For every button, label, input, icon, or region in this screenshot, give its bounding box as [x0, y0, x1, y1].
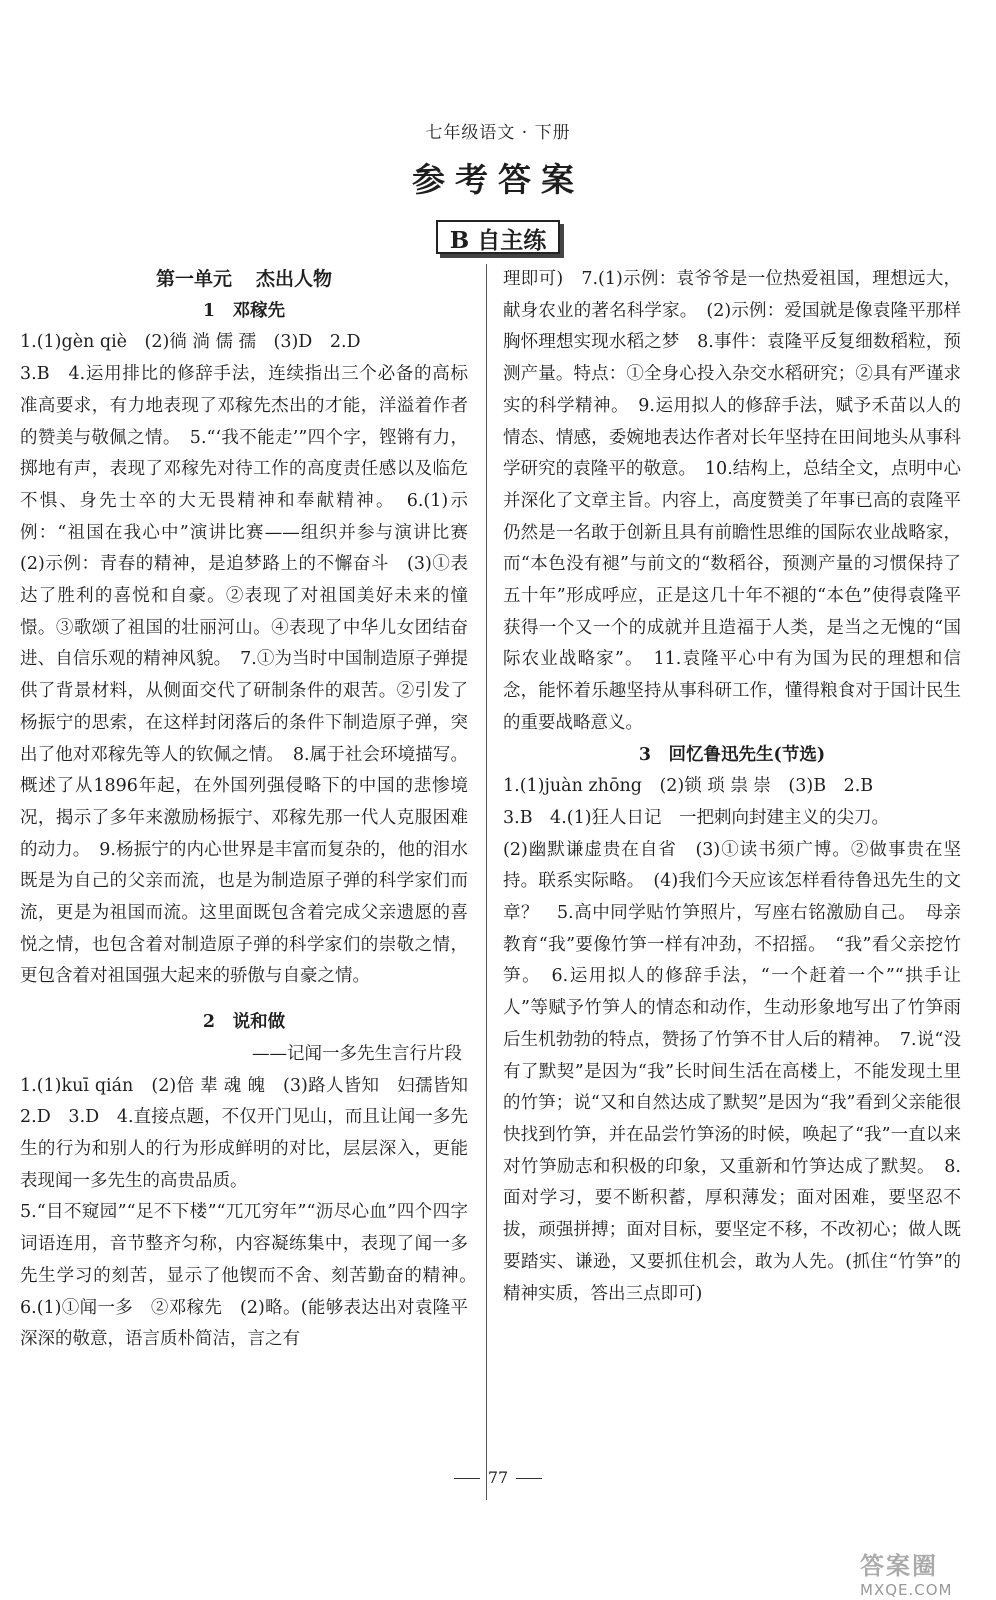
lesson-2-title: 2 说和做	[202, 1012, 286, 1033]
lesson-2-continuation: 理即可) 7.(1)示例：袁爷爷是一位热爱祖国，理想远大，献身农业的著名科学家。 (2)示例：爱国就是像袁隆平那样胸怀理想实现水稻之梦 8.事件：袁隆平反复细数稻粒，预测产量。特点：①全身心投入杂交水稻研究；②具有严谨求实的科学精神。 9.运用拟人的修辞手法，赋予禾苗以人的情态、情感，委婉地表达作者对长年坚持在田间地头从事科学研究的袁隆平的敬意。 10.结构上，总结全文，点明中心并深化了文章主旨。内容上，高度赞美了年事已高的袁隆平仍然是一名敢于创新且具有前瞻性思维的国际农业战略家，而“本色没有褪”与前文的“数稻谷，预测产量的习惯保持了五十年”形成呼应，正是这几十年不褪的“本色”使得袁隆平获得一个又一个的成就并且造福于人类，是当之无愧的“国际农业战略家”。 11.袁隆平心中有为国为民的理想和信念，能怀着乐趣坚持从事科研工作，懂得粮食对于国计民生的重要战略意义。	[503, 269, 961, 733]
unit-subtitle: 杰出人物	[256, 268, 333, 290]
right-column	[503, 264, 961, 1310]
unit-title: 第一单元	[155, 268, 232, 290]
page-title: 参考答案	[412, 160, 584, 199]
lesson-1-answers-2: 3.B 4.运用排比的修辞手法，连续指出三个必备的高标准高要求，有力地表现了邓稼先杰出的才能，洋溢着作者的赞美与敬佩之情。 5.“‘我不能走’”四个字，铿锵有力，掷地有声，表现了邓稼先对待工作的高度责任感以及临危不惧、身先士卒的大无畏精神和奉献精神。 6.(1)示例：“祖国在我心中”演讲比赛——组织并参与演讲比赛 (2)示例：青春的精神，是追梦路上的不懈奋斗 (3)①表达了胜利的喜悦和自豪。②表现了对祖国美好未来的憧憬。③歌颂了祖国的壮丽河山。④表现了中华儿女团结奋进、自信乐观的精神风貌。 7.①为当时中国制造原子弹提供了背景材料，从侧面交代了研制条件的艰苦。②引发了杨振宁的思索，在这样封闭落后的条件下制造原子弹，突出了他对邓稼先等人的钦佩之情。 8.属于社会环境描写。概述了从1896年起，在外国列强侵略下的中国的悲惨境况，揭示了多年来激励杨振宁、邓稼先那一代人克服困难的动力。 9.杨振宁的内心世界是丰富而复杂的，他的泪水既是为自己的父亲而流，也是为制造原子弹的科学家们而流，更是为祖国而流。这里面既包含着完成父亲遗愿的喜悦之情，也包含着对制造原子弹的科学家们的崇敬之情，更包含着对祖国强大起来的骄傲与自豪之情。	[20, 364, 486, 987]
lesson-2-subtitle: ——记闻一多先生言行片段	[252, 1043, 462, 1064]
lesson-1-title: 1 邓稼先	[202, 300, 286, 321]
unit-heading	[20, 264, 468, 296]
lesson-2-answers-2: 5.“目不窥园”“足不下楼”“兀兀穷年”“沥尽心血”四个四字词语连用，音节整齐匀称，内容凝练集中，表现了闻一多先生学习的刻苦，显示了他锲而不舍、刻苦勤奋的精神。 6.(1)①闻一多 ②邓稼先 (2)略。(能够表达出对袁隆平深深的敬意，语言质朴简洁，言之有	[20, 1202, 486, 1350]
banner-text: B 自主练	[449, 227, 547, 254]
lesson-1-answers-1: 1.(1)gèn qiè (2)徜 淌 儒 孺 (3)D 2.D	[20, 332, 361, 353]
lesson-3-answers-2: 3.B 4.(1)狂人日记 一把刺向封建主义的尖刀。	[503, 807, 890, 828]
lesson-3-answers-3: (2)幽默谦虚贵在自省 (3)①读书须广博。②做事贵在坚持。联系实际略。 (4)我们今天应该怎样看待鲁迅先生的文章？ 5.高中同学贴竹笋照片，写座右铭激励自己。 母亲教育“我”要像竹笋一样有冲劲，不招摇。 “我”看父亲挖竹笋。 6.运用拟人的修辞手法，“一个赶着一个”“拱手让人”等赋予竹笋人的情态和动作，生动形象地写出了竹笋雨后生机勃勃的特点，赞扬了竹笋不甘人后的精神。 7.说“没有了默契”是因为“我”长时间生活在高楼上，不能发现土里的竹笋；说“又和自然达成了默契”是因为“我”看到父亲能很快找到竹笋，并在品尝竹笋汤的时候，唤起了“我”一直以来对竹笋励志和积极的印象，又重新和竹笋达成了默契。 8.面对学习，要不断积蓄，厚积薄发；面对困难，要坚忍不拔，顽强拼搏；面对目标，要坚定不移，不改初心；做人既要踏实、谦逊，又要抓住机会，敢为人先。(抓住“竹笋”的精神实质，答出三点即可)	[503, 839, 961, 1304]
page-number: 77	[0, 1468, 996, 1487]
lesson-3-title: 3 回忆鲁迅先生(节选)	[638, 744, 826, 765]
grade-label: 七年级语文 · 下册	[425, 123, 571, 143]
lesson-2-answers-1: 1.(1)kuī qián (2)倍 辈 魂 魄 (3)路人皆知 妇孺皆知 2.D 3.D 4.直接点题，不仅开门见山，而且让闻一多先生的行为和别人的行为形成鲜明的对比，层层深入，更能表现闻一多先生的高贵品质。	[20, 1075, 486, 1191]
left-column	[20, 264, 486, 1356]
watermark-cn: 答案圈	[860, 1552, 938, 1580]
lesson-3-answers-1: 1.(1)juàn zhōng (2)锁 琐 祟 崇 (3)B 2.B	[503, 776, 874, 797]
watermark-en: MXQE.COM	[860, 1581, 953, 1599]
watermark-logo	[860, 1546, 953, 1599]
column-divider	[486, 264, 487, 1500]
section-banner	[436, 220, 560, 254]
